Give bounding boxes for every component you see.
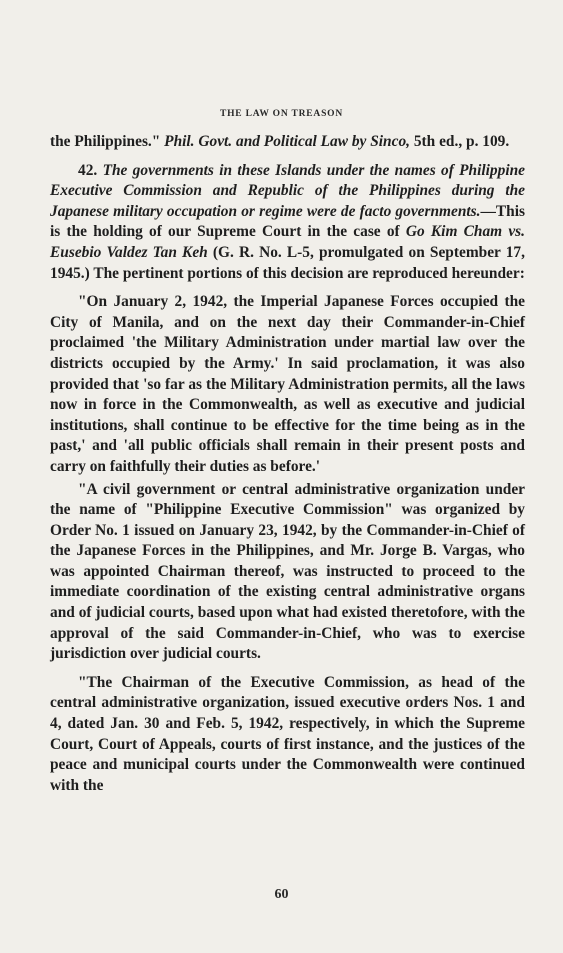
section-number: 42. xyxy=(78,161,103,179)
running-head: THE LAW ON TREASON xyxy=(219,109,344,119)
page-number: 60 xyxy=(274,887,289,902)
citation-italic: Phil. Govt. and Political Law by Sinco, xyxy=(164,133,410,150)
text-run: (G. R. No. L-5, promulgated on September 17, 1945.) The pertinent portions of this decision are reproduced hereunder: xyxy=(50,243,525,282)
paragraph-quote-2: "A civil government or central administrative organization under the name of "Philippine Executive Commission" was organized by Order No. 1 issued on January 23, 1942, by the Commander-in-Chief of the Japanese Forces in the Philippines, and Mr. Jorge B. Vargas, who was appointed Chairman thereof, was instructed to proceed to the immediate coordination of the existing central administrative organs and of judicial courts, based upon what had existed theretofore, with the approval of the said Commander-in-Chief, who was to exercise jurisdiction over judicial courts. xyxy=(50,480,525,663)
paragraph-quote-3: "The Chairman of the Executive Commission, as head of the central administrative organization, issued executive orders Nos. 1 and 4, dated Jan. 30 and Feb. 5, 1942, respectively, in which the Supreme Court, Court of Appeals, courts of first instance, and the justices of the peace and municipal courts under the Commonwealth were continued with the xyxy=(50,673,525,794)
case-name: Go Kim Cham vs. Eusebio Valdez Tan Keh xyxy=(50,223,525,261)
paragraph-continuation xyxy=(50,132,525,153)
body-text xyxy=(50,132,525,796)
text-run: —This is the holding of our Supreme Court in the case of xyxy=(50,202,525,241)
section-heading: The governments in these Islands under the names of Philippine Executive Commission and Republic of the Philippines during the Japanese military occupation or regime were de facto governments. xyxy=(50,161,525,220)
paragraph-quote-1: "On January 2, 1942, the Imperial Japanese Forces occupied the City of Manila, and on the next day their Commander-in-Chief proclaimed 'the Military Administration under martial law over the districts occupied by the Army.' In said proclamation, it was also provided that 'so far as the Military Administration permits, all the laws now in force in the Commonwealth, as well as executive and judicial institutions, shall continue to be effective for the time being as in the past,' and 'all public officials shall remain in their present posts and carry on faithfully their duties as before.' xyxy=(50,293,525,475)
text-run: the Philippines." xyxy=(50,133,165,150)
text-run: 5th ed., p. 109. xyxy=(410,133,510,150)
paragraph-42 xyxy=(50,161,525,285)
